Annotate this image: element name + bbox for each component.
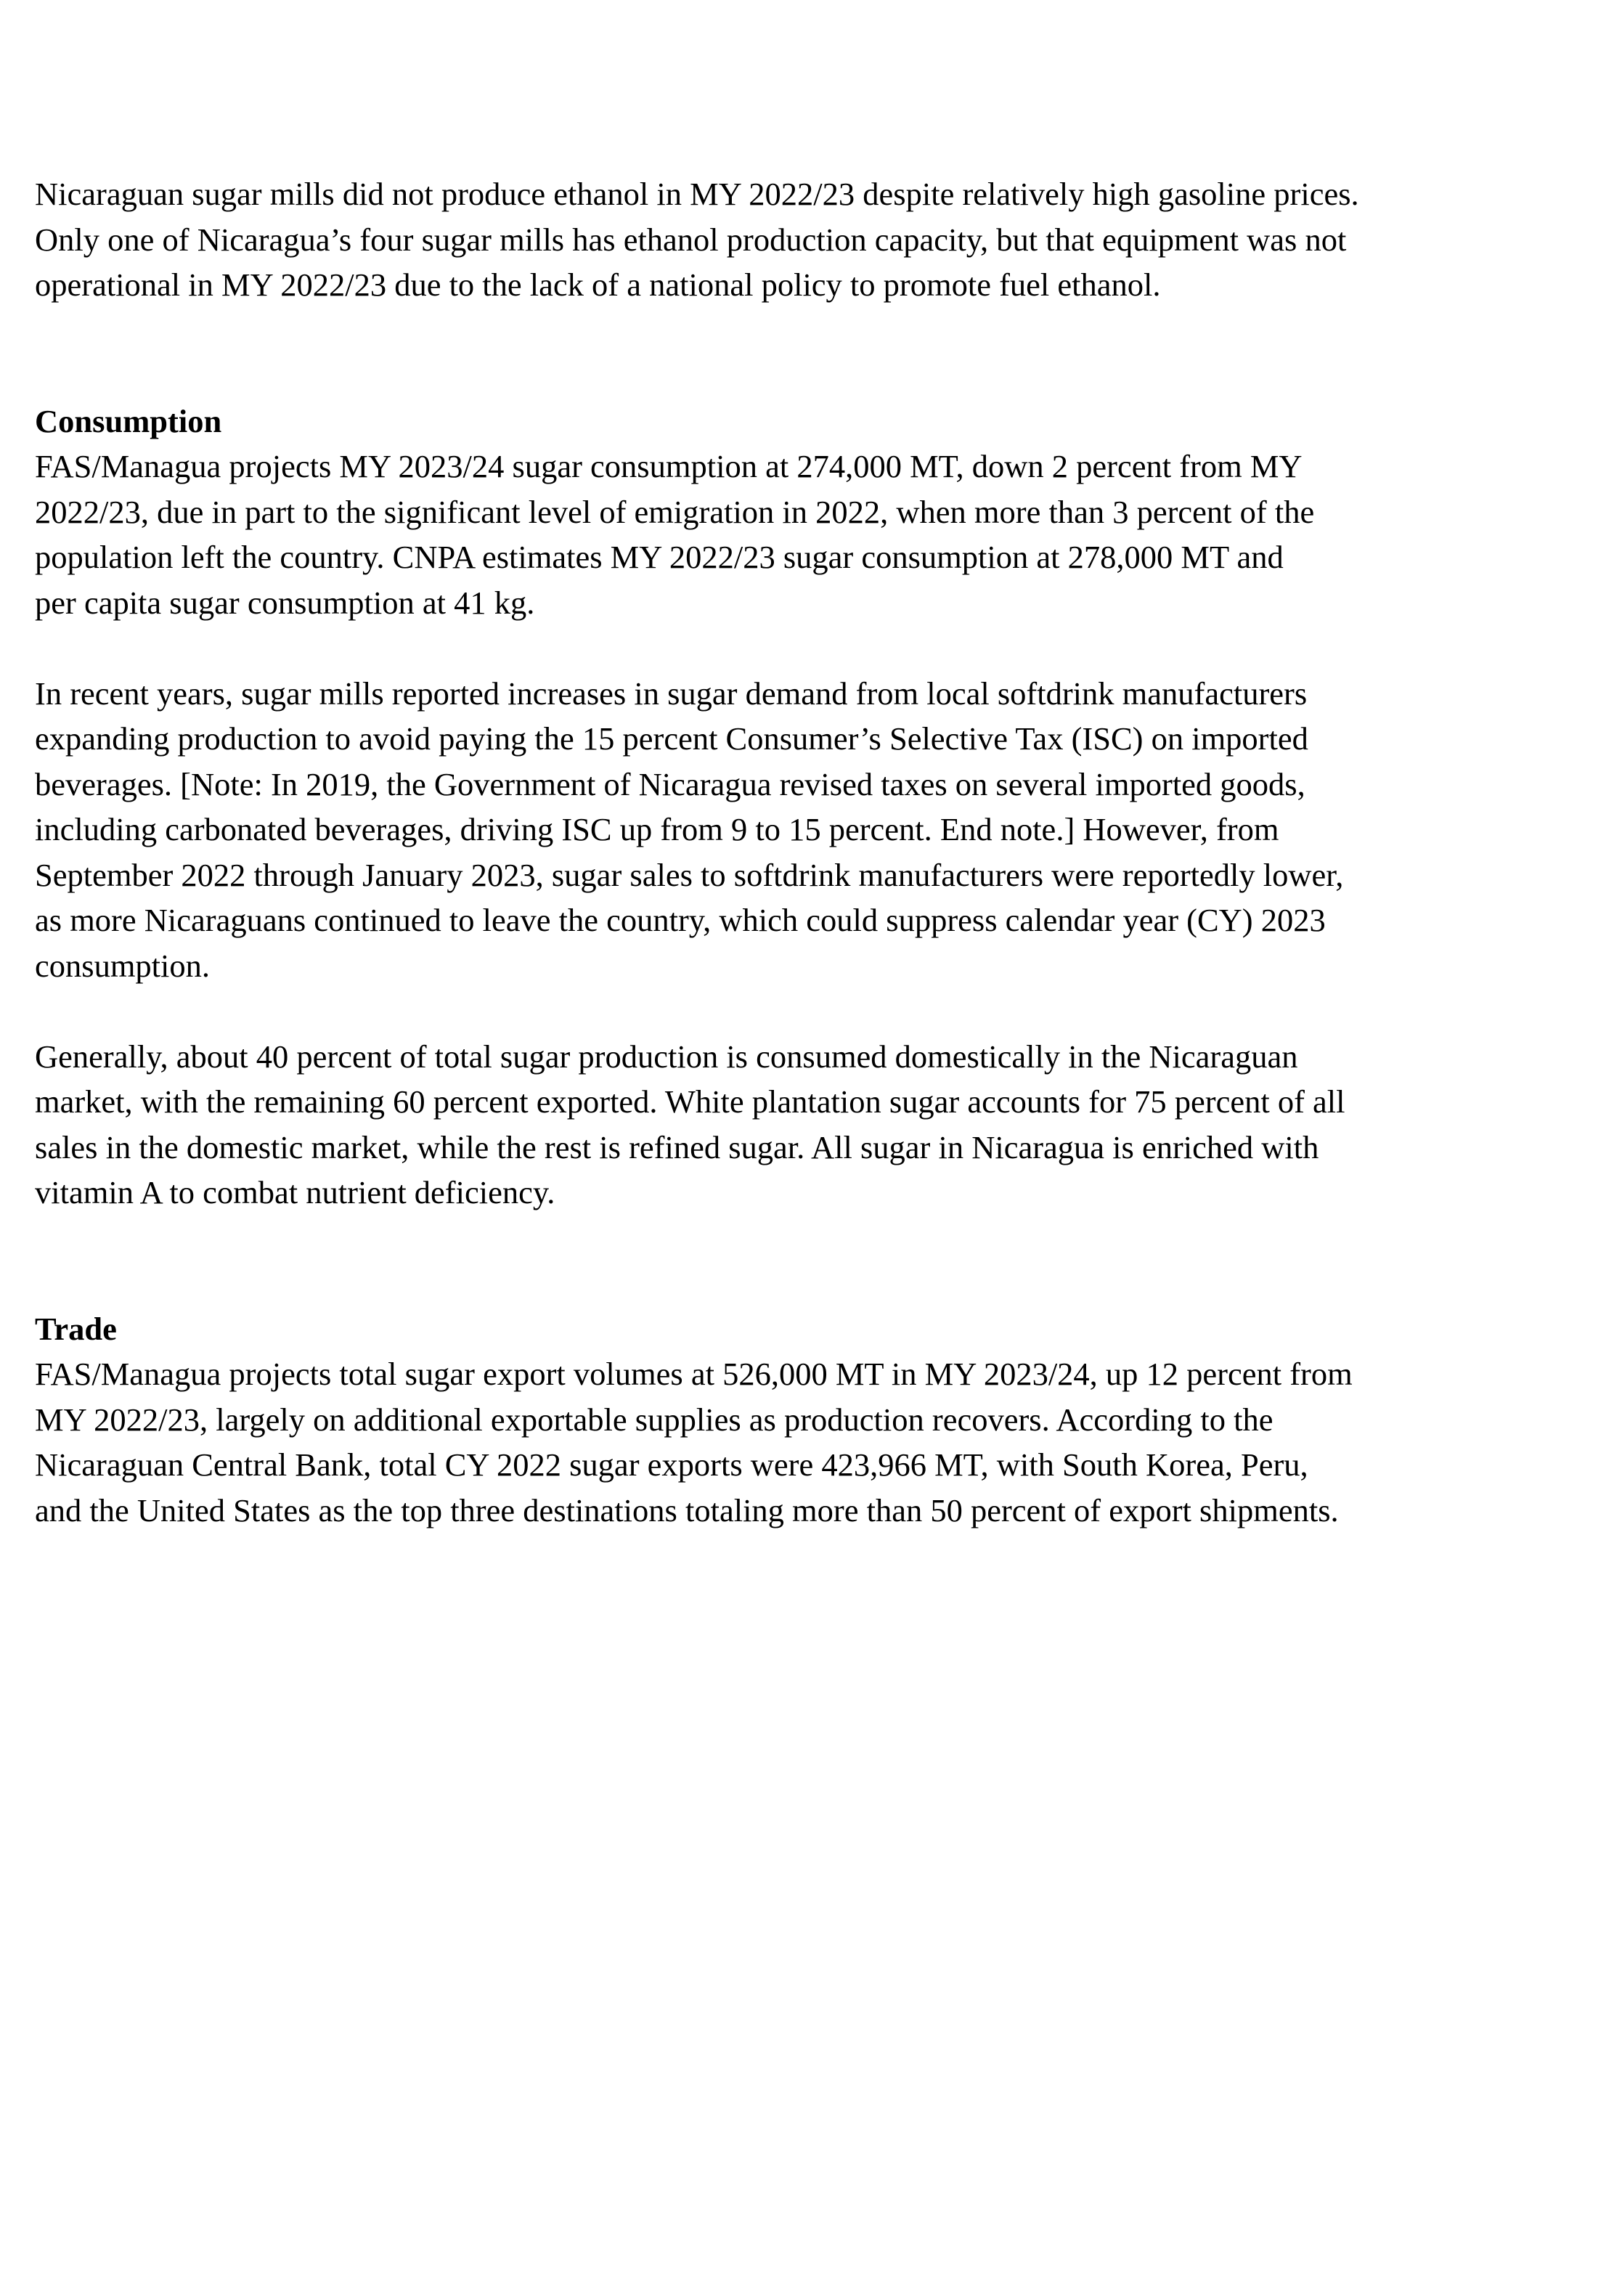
text-line: market, with the remaining 60 percent exported. White plantation sugar accounts for 75 percent of all (35, 1083, 1345, 1120)
text-line: Only one of Nicaragua’s four sugar mills has ethanol production capacity, but that equipment was not (35, 221, 1347, 258)
text-line: expanding production to avoid paying the 15 percent Consumer’s Selective Tax (ISC) on imported (35, 720, 1308, 757)
section-spacer (35, 308, 1567, 399)
text-line: beverages. [Note: In 2019, the Government of Nicaragua revised taxes on several imported goods, (35, 765, 1305, 802)
text-line: Nicaraguan Central Bank, total CY 2022 sugar exports were 423,966 MT, with South Korea, Peru, (35, 1446, 1308, 1483)
consumption-paragraph-2 (35, 671, 1567, 989)
text-line: Generally, about 40 percent of total sugar production is consumed domestically in the Nicaraguan (35, 1038, 1298, 1075)
text-line: In recent years, sugar mills reported increases in sugar demand from local softdrink manufacturers (35, 675, 1308, 712)
trade-paragraph-1 (35, 1351, 1567, 1533)
paragraph-spacer (35, 625, 1567, 671)
text-line: consumption. (35, 947, 211, 984)
consumption-paragraph-1 (35, 444, 1567, 625)
text-line: as more Nicaraguans continued to leave the country, which could suppress calendar year (CY) 2023 (35, 902, 1326, 938)
paragraph-spacer (35, 988, 1567, 1034)
trade-heading: Trade (35, 1310, 117, 1347)
text-line: 2022/23, due in part to the significant level of emigration in 2022, when more than 3 percent of the (35, 493, 1315, 530)
text-line: population left the country. CNPA estimates MY 2022/23 sugar consumption at 278,000 MT and (35, 539, 1284, 575)
text-line: including carbonated beverages, driving ISC up from 9 to 15 percent. End note.] However, from (35, 811, 1279, 847)
text-line: operational in MY 2022/23 due to the lack of a national policy to promote fuel ethanol. (35, 266, 1161, 303)
section-spacer (35, 1216, 1567, 1306)
intro-paragraph (35, 171, 1567, 308)
text-line: sales in the domestic market, while the rest is refined sugar. All sugar in Nicaragua is enriched with (35, 1128, 1319, 1165)
text-line: September 2022 through January 2023, sugar sales to softdrink manufacturers were reportedly lower, (35, 856, 1344, 893)
document-page (35, 171, 1567, 1533)
text-line: per capita sugar consumption at 41 kg. (35, 584, 535, 621)
text-line: MY 2022/23, largely on additional exportable supplies as production recovers. According to the (35, 1401, 1273, 1438)
consumption-paragraph-3 (35, 1034, 1567, 1216)
text-line: vitamin A to combat nutrient deficiency. (35, 1174, 555, 1210)
text-line: FAS/Managua projects total sugar export volumes at 526,000 MT in MY 2023/24, up 12 percent from (35, 1356, 1353, 1392)
consumption-heading: Consumption (35, 402, 222, 439)
text-line: Nicaraguan sugar mills did not produce ethanol in MY 2022/23 despite relatively high gasoline prices. (35, 176, 1359, 212)
text-line: and the United States as the top three destinations totaling more than 50 percent of export shipments. (35, 1491, 1339, 1528)
text-line: FAS/Managua projects MY 2023/24 sugar consumption at 274,000 MT, down 2 percent from MY (35, 448, 1303, 484)
